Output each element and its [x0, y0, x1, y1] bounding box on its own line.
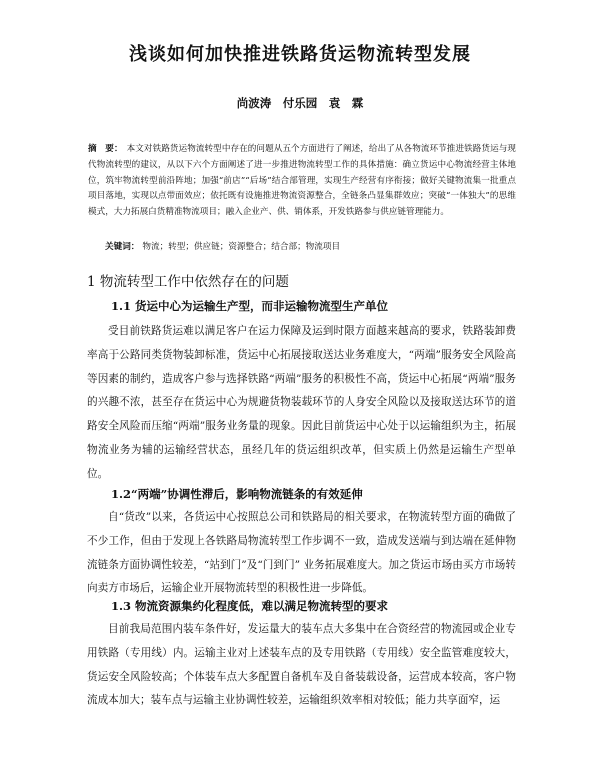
section-1-2-heading: 1.2“两端”协调性滞后，影响物流链条的有效延伸 — [111, 487, 363, 501]
section-1-1-heading: 1.1 货运中心为运输生产型，而非运输物流型生产单位 — [111, 299, 389, 313]
section-1-3-heading: 1.3 物流资源集约化程度低，难以满足物流转型的要求 — [111, 599, 389, 613]
abstract-text: 本文对铁路货运物流转型中存在的问题从五个方面进行了阐述，给出了从各物流环节推进铁路货运与现代物流转型的建议，从以下六个方面阐述了进一步推进物流转型工作的具体措施：确立货运中心物流经营主体地位，筑牢物流转型前沿阵地；加强“前店”“后场”结合部管理，实现生产经营有序衔接；做好关键物流集一批重点项目落地，实现以点带面效应；依托既有设施推进物流资源整合，全链条凸显集群效应；突破“一体独大”的思维模式，大力拓展白货精准物流项目；融入企业产、供、销体系，开发铁路参与供应链管理能力。 — [88, 144, 516, 218]
section-1-3-body: 目前我局范围内装车条件好，发运量大的装车点大多集中在合资经营的物流园或企业专用铁路（专用线）内。运输主业对上述装车点的及专用铁路（专用线）安全监管难度较大，货运安全风险较高；个体装车点大多配置自备机车及自备装载设备，运营成本较高，客户物流成本加大；装车点与运输主业协调性较差，运输组织效率相对较低；能力共享面窄，运 — [87, 623, 516, 707]
abstract — [88, 142, 516, 221]
keywords-text: 物流；转型；供应链；资源整合；结合部；物流项目 — [142, 242, 341, 252]
section-1-2-body: 自“货改”以来，各货运中心按照总公司和铁路局的相关要求，在物流转型方面的确做了不少工作，但由于发现上各铁路局物流转型工作步调不一致，造成发送端与到达端在延伸物流链条方面协调性较差，“站到门”及“门到门” 业务拓展难度大。加之货运市场由买方市场转向卖方市场后，运输企业开展物流转型的积极性进一步降低。 — [87, 511, 516, 595]
abstract-label: 摘 要： — [88, 144, 123, 154]
paper-title: 浅谈如何加快推进铁路货运物流转型发展 — [129, 44, 471, 65]
authors: 尚波涛 付乐园 袁 霖 — [236, 96, 364, 110]
keywords-label: 关键词： — [105, 242, 140, 252]
section-1-heading: 1 物流转型工作中依然存在的问题 — [87, 274, 289, 290]
section-1-1-body: 受目前铁路货运难以满足客户在运力保障及运到时限方面越来越高的要求，铁路装卸费率高于公路同类货物装卸标准，货运中心拓展接取送达业务难度大，“两端”服务安全风险高等因素的制约，造成客户参与选择铁路“两端”服务的积极性不高，货运中心拓展“两端”服务的兴趣不浓，甚至存在货运中心为规避货物装载环节的人身安全风险以及接取送达环节的道路安全风险而压缩“两端”服务业务量的现象。因此目前货运中心处于以运输组织为主，拓展物流业务为辅的运输经营状态，虽经几年的货运组织改革，但实质上仍然是运输生产型单位。 — [87, 325, 516, 480]
keywords — [105, 240, 525, 254]
